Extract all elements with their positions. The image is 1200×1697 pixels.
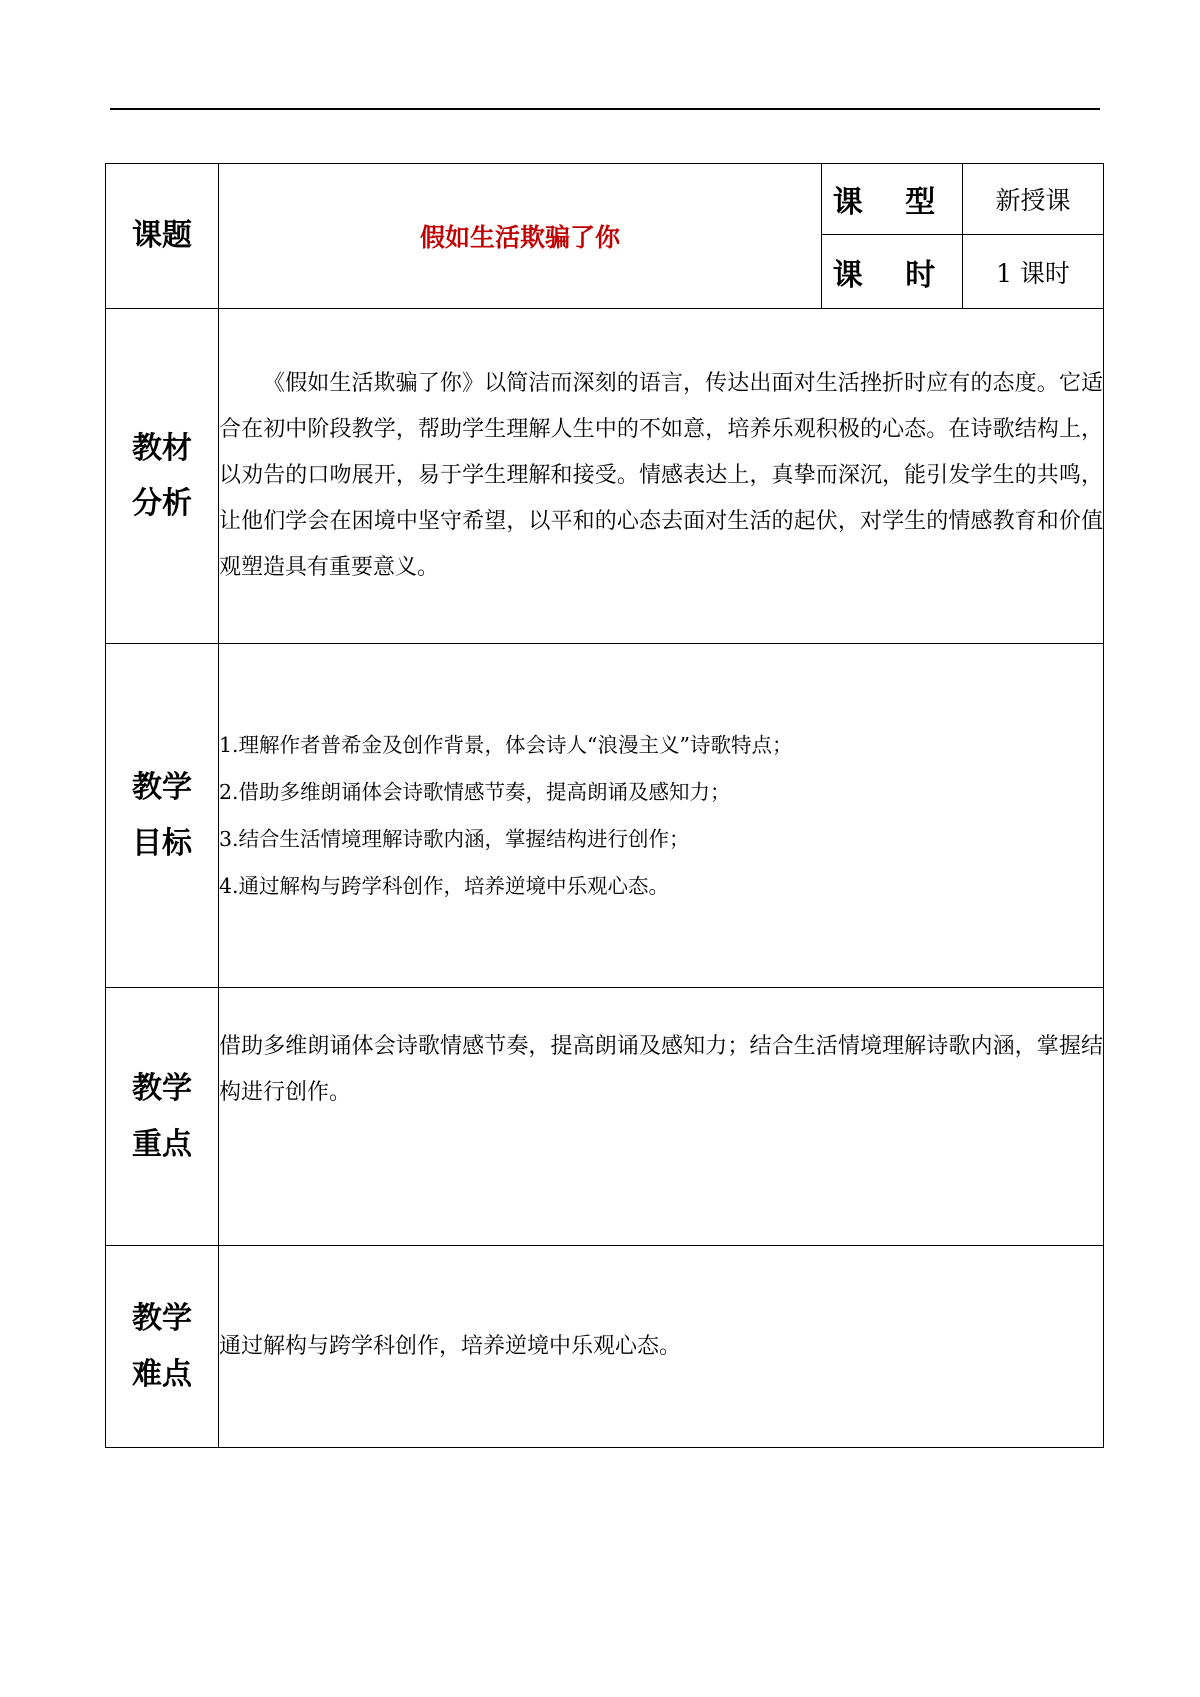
topic-label: 课题 — [106, 164, 219, 309]
table-row — [106, 644, 1104, 988]
table-row — [106, 1246, 1104, 1448]
key-points-label: 教学 重点 — [106, 988, 219, 1246]
difficulties-label: 教学 难点 — [106, 1246, 219, 1448]
lesson-hours-value: 1 课时 — [963, 235, 1104, 309]
analysis-text: 《假如生活欺骗了你》以简洁而深刻的语言，传达出面对生活挫折时应有的态度。它适合在初中阶段教学，帮助学生理解人生中的不如意，培养乐观积极的心态。在诗歌结构上，以劝告的口吻展开，易于学生理解和接受。情感表达上，真挚而深沉，能引发学生的共鸣，让他们学会在困境中坚守希望，以平和的心态去面对生活的起伏，对学生的情感教育和价值观塑造具有重要意义。 — [219, 371, 1103, 580]
lesson-plan-table — [105, 163, 1104, 1448]
difficulties-content — [219, 1246, 1104, 1448]
goals-content — [219, 644, 1104, 988]
goal-item: 3.结合生活情境理解诗歌内涵，掌握结构进行创作； — [219, 826, 690, 851]
lesson-title: 假如生活欺骗了你 — [219, 164, 822, 309]
table-row — [106, 164, 1104, 235]
key-points-text: 借助多维朗诵体会诗歌情感节奏，提高朗诵及感知力；结合生活情境理解诗歌内涵，掌握结构进行创作。 — [219, 1034, 1103, 1105]
lesson-hours-label: 课 时 — [822, 235, 963, 309]
analysis-label: 教材 分析 — [106, 309, 219, 644]
goal-item: 1.理解作者普希金及创作背景，体会诗人“浪漫主义”诗歌特点； — [219, 732, 793, 757]
header-rule — [110, 108, 1100, 110]
goal-item: 2.借助多维朗诵体会诗歌情感节奏，提高朗诵及感知力； — [219, 779, 731, 804]
table-row — [106, 309, 1104, 644]
analysis-content — [219, 309, 1104, 644]
difficulties-text: 通过解构与跨学科创作，培养逆境中乐观心态。 — [219, 1333, 682, 1359]
lesson-type-value: 新授课 — [963, 164, 1104, 235]
key-points-content — [219, 988, 1104, 1246]
goal-item: 4.通过解构与跨学科创作，培养逆境中乐观心态。 — [219, 873, 670, 898]
lesson-type-label: 课 型 — [822, 164, 963, 235]
table-row — [106, 988, 1104, 1246]
goals-label: 教学 目标 — [106, 644, 219, 988]
